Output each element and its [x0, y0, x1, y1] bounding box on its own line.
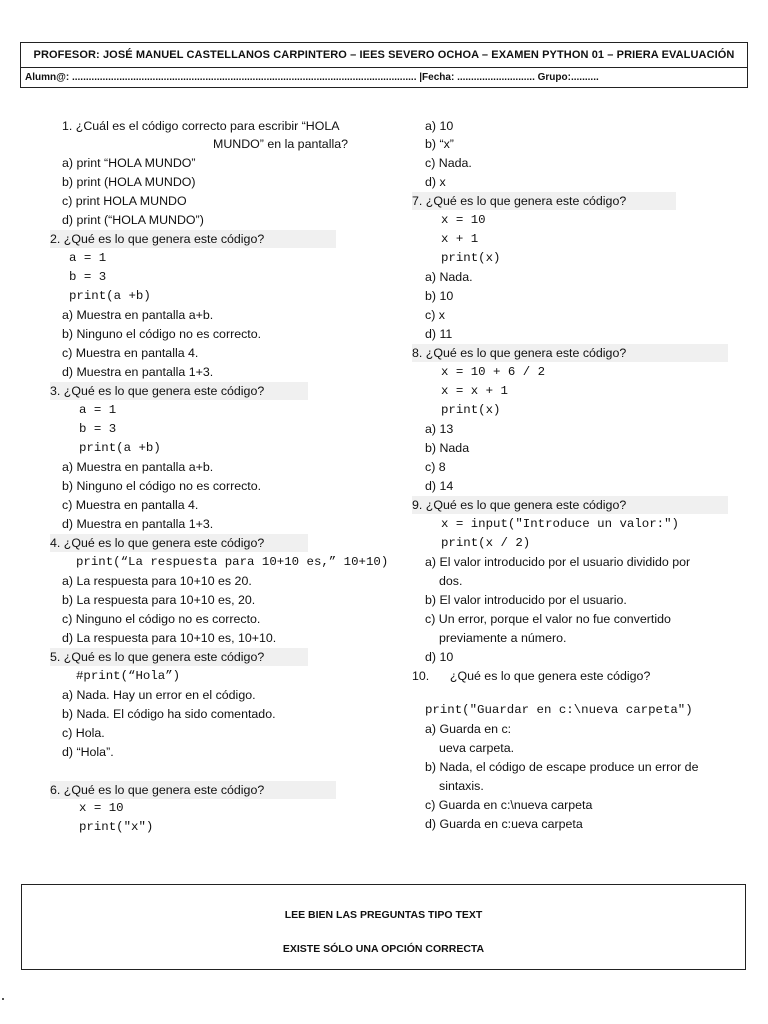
code-line: x = 10 + 6 / 2: [441, 365, 546, 379]
option-cont: sintaxis.: [439, 779, 484, 793]
option: d) Guarda en c:ueva carpeta: [425, 817, 583, 831]
option-cont: ueva carpeta.: [439, 741, 515, 755]
code-line: b = 3: [79, 422, 117, 436]
code-line: b = 3: [69, 270, 107, 284]
option: c) print HOLA MUNDO: [62, 194, 187, 208]
code-line: print(“La respuesta para 10+10 es,” 10+10): [76, 555, 389, 569]
question-6: 6. ¿Qué es lo que genera este código?: [50, 781, 336, 799]
option: c) Un error, porque el valor no fue convertido: [425, 612, 671, 626]
option: b) La respuesta para 10+10 es, 20.: [62, 593, 256, 607]
code-line: print(a +b): [79, 441, 161, 455]
option: b) El valor introducido por el usuario.: [425, 593, 627, 607]
option: d) “Hola”.: [62, 745, 114, 759]
question-2: 2. ¿Qué es lo que genera este código?: [50, 230, 336, 248]
option: b) “x”: [425, 137, 454, 151]
question-4: 4. ¿Qué es lo que genera este código?: [50, 534, 308, 552]
option: d) 11: [425, 327, 453, 341]
code-line: x = 10: [79, 801, 124, 815]
option: b) Nada: [425, 441, 470, 455]
option: a) Guarda en c:: [425, 722, 512, 736]
instructions-box: [21, 884, 746, 970]
code-line: print("Guardar en c:\nueva carpeta"): [425, 703, 693, 717]
exam-title: PROFESOR: JOSÉ MANUEL CASTELLANOS CARPINTERO – IEES SEVERO OCHOA – EXAMEN PYTHON 01 – PRIERA EVALUACIÓN: [21, 43, 747, 68]
code-line: x = 10: [441, 213, 486, 227]
code-line: print(a +b): [69, 289, 151, 303]
option: d) Muestra en pantalla 1+3.: [62, 517, 214, 531]
option: d) 14: [425, 479, 454, 493]
option: b) Ninguno el código no es correcto.: [62, 479, 262, 493]
code-line: x = x + 1: [441, 384, 508, 398]
instruction-line: EXISTE SÓLO UNA OPCIÓN CORRECTA: [282, 943, 485, 955]
option: a) La respuesta para 10+10 es 20.: [62, 574, 252, 588]
code-line: x + 1: [441, 232, 479, 246]
option: c) Hola.: [62, 726, 105, 740]
option: a) Muestra en pantalla a+b.: [62, 308, 214, 322]
question-3: 3. ¿Qué es lo que genera este código?: [50, 382, 308, 400]
option: b) Nada, el código de escape produce un error de: [425, 760, 699, 774]
code-line: print(x / 2): [441, 536, 531, 550]
option: b) Nada. El código ha sido comentado.: [62, 707, 276, 721]
option: c) Guarda en c:\nueva carpeta: [425, 798, 593, 812]
option: d) Muestra en pantalla 1+3.: [62, 365, 214, 379]
option: d) 10: [425, 650, 454, 664]
exam-header: [20, 42, 748, 88]
option: d) La respuesta para 10+10 es, 10+10.: [62, 631, 277, 645]
code-line: print(x): [441, 251, 501, 265]
student-info-line: Alumn@: ............................................................................................................................ |Fecha: ............................ Grupo:..........: [25, 72, 599, 83]
option: a) 10: [425, 119, 454, 133]
option: c) 8: [425, 460, 446, 474]
code-line: print(x): [441, 403, 501, 417]
option: b) Ninguno el código no es correcto.: [62, 327, 262, 341]
option: c) Muestra en pantalla 4.: [62, 498, 199, 512]
option: a) Nada. Hay un error en el código.: [62, 688, 256, 702]
option: c) Muestra en pantalla 4.: [62, 346, 199, 360]
question-1-cont: MUNDO” en la pantalla?: [213, 137, 348, 151]
option: d) print (“HOLA MUNDO”): [62, 213, 204, 227]
instruction-line: LEE BIEN LAS PREGUNTAS TIPO TEXT: [284, 909, 483, 921]
option: c) Ninguno el código no es correcto.: [62, 612, 261, 626]
option: a) print “HOLA MUNDO”: [62, 156, 196, 170]
option-cont: dos.: [439, 574, 463, 588]
code-line: print("x"): [79, 820, 154, 834]
option: a) Muestra en pantalla a+b.: [62, 460, 214, 474]
question-8: 8. ¿Qué es lo que genera este código?: [412, 344, 728, 362]
question-5: 5. ¿Qué es lo que genera este código?: [50, 648, 308, 666]
option: c) Nada.: [425, 156, 472, 170]
option: c) x: [425, 308, 445, 322]
question-10: 10. ¿Qué es lo que genera este código?: [412, 669, 651, 683]
question-7: 7. ¿Qué es lo que genera este código?: [412, 192, 676, 210]
question-9: 9. ¿Qué es lo que genera este código?: [412, 496, 728, 514]
code-line: x = input("Introduce un valor:"): [441, 517, 679, 531]
option: b) print (HOLA MUNDO): [62, 175, 196, 189]
option-cont: previamente a número.: [439, 631, 567, 645]
code-line: a = 1: [79, 403, 117, 417]
code-line: #print(“Hola”): [76, 669, 181, 683]
option: b) 10: [425, 289, 454, 303]
option: a) 13: [425, 422, 454, 436]
option: a) Nada.: [425, 270, 473, 284]
question-1: 1. ¿Cuál es el código correcto para escribir “HOLA: [62, 119, 340, 133]
option: a) El valor introducido por el usuario dividido por: [425, 555, 691, 569]
page-mark: [2, 998, 4, 1000]
option: d) x: [425, 175, 446, 189]
code-line: a = 1: [69, 251, 107, 265]
